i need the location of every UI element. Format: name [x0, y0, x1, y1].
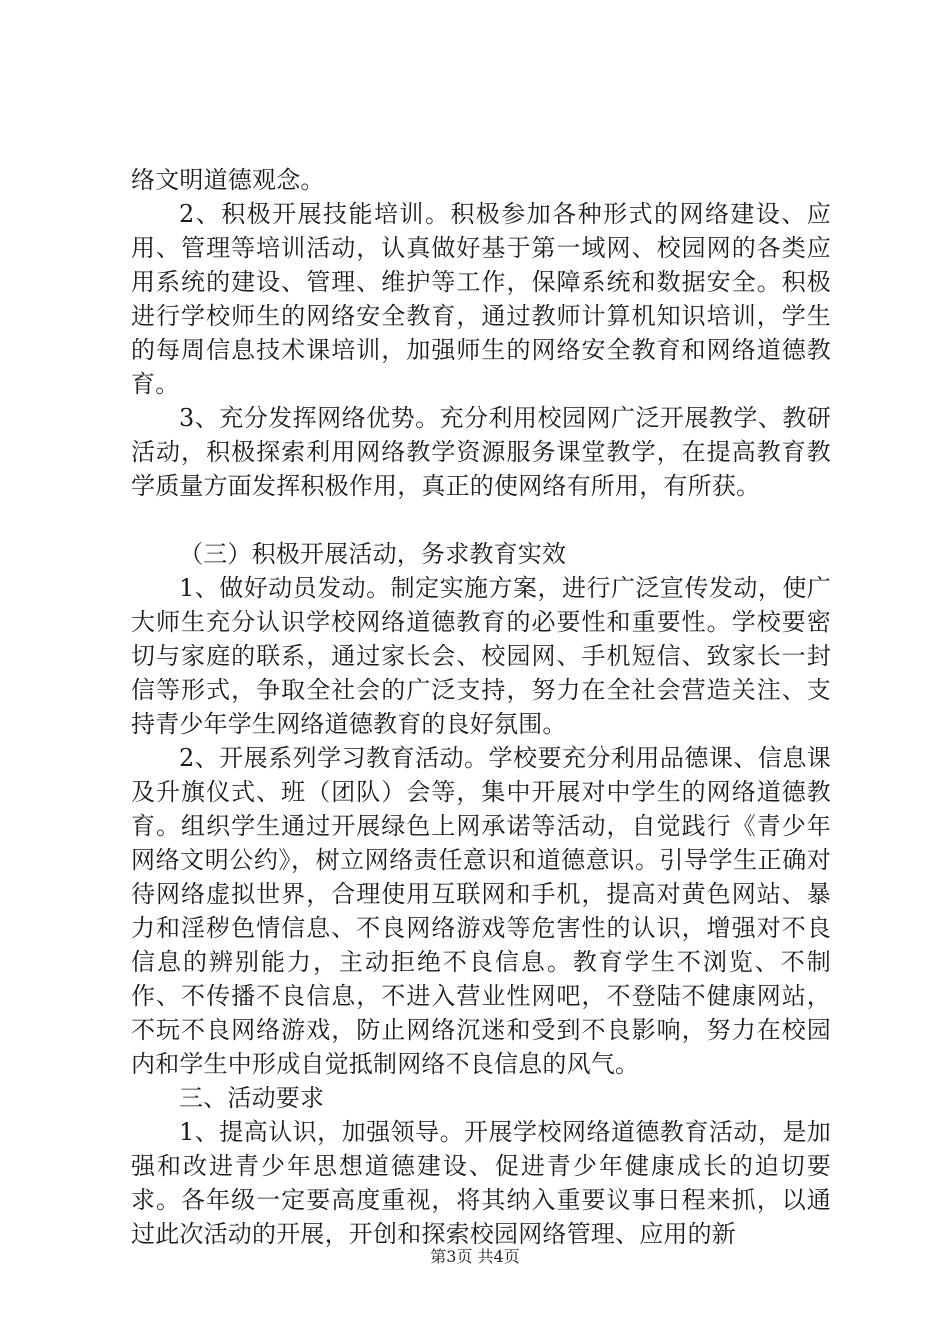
paragraph-mobilization: 1、做好动员发动。制定实施方案，进行广泛宣传发动，使广大师生充分认识学校网络道德教育的必要性和重要性。学校要密切与家庭的联系，通过家长会、校园网、手机短信、致家长一封信等形式，争取全社会的广泛支持，努力在全社会营造关注、支持青少年学生网络道德教育的良好氛围。: [131, 574, 831, 738]
paragraph-raise-awareness: 1、提高认识，加强领导。开展学校网络道德教育活动，是加强和改进青少年思想道德建设、促进青少年健康成长的迫切要求。各年级一定要高度重视，将其纳入重要议事日程来抓，以通过此次活动的开展，开创和探索校园网络管理、应用的新: [131, 1118, 831, 1248]
page-number-footer: 第3页 共4页: [430, 1247, 520, 1266]
paragraph-network-advantage: 3、充分发挥网络优势。充分利用校园网广泛开展教学、教研活动，积极探索利用网络教学资源服务课堂教学，在提高教育教学质量方面发挥积极作用，真正的使网络有所用，有所获。: [131, 404, 831, 500]
paragraph-learning-activities: 2、开展系列学习教育活动。学校要充分利用品德课、信息课及升旗仪式、班（团队）会等，集中开展对中学生的网络道德教育。组织学生通过开展绿色上网承诺等活动，自觉践行《青少年网络文明公约》，树立网络责任意识和道德意识。引导学生正确对待网络虚拟世界，合理使用互联网和手机，提高对黄色网站、暴力和淫秽色情信息、不良网络游戏等危害性的认识，增强对不良信息的辨别能力，主动拒绝不良信息。教育学生不浏览、不制作、不传播不良信息，不进入营业性网吧，不登陆不健康网站，不玩不良网络游戏，防止网络沉迷和受到不良影响，努力在校园内和学生中形成自觉抵制网络不良信息的风气。: [131, 744, 831, 1078]
paragraph-skill-training: 2、积极开展技能培训。积极参加各种形式的网络建设、应用、管理等培训活动，认真做好基于第一域网、校园网的各类应用系统的建设、管理、维护等工作，保障系统和数据安全。积极进行学校师生的网络安全教育，通过教师计算机知识培训，学生的每周信息技术课培训，加强师生的网络安全教育和网络道德教育。: [131, 200, 831, 398]
section-heading-activities: （三）积极开展活动，务求教育实效: [179, 540, 567, 568]
paragraph-continuation: 络文明道德观念。: [131, 166, 325, 194]
document-body: [131, 163, 831, 1251]
section-heading-requirements: 三、活动要求: [179, 1084, 325, 1112]
